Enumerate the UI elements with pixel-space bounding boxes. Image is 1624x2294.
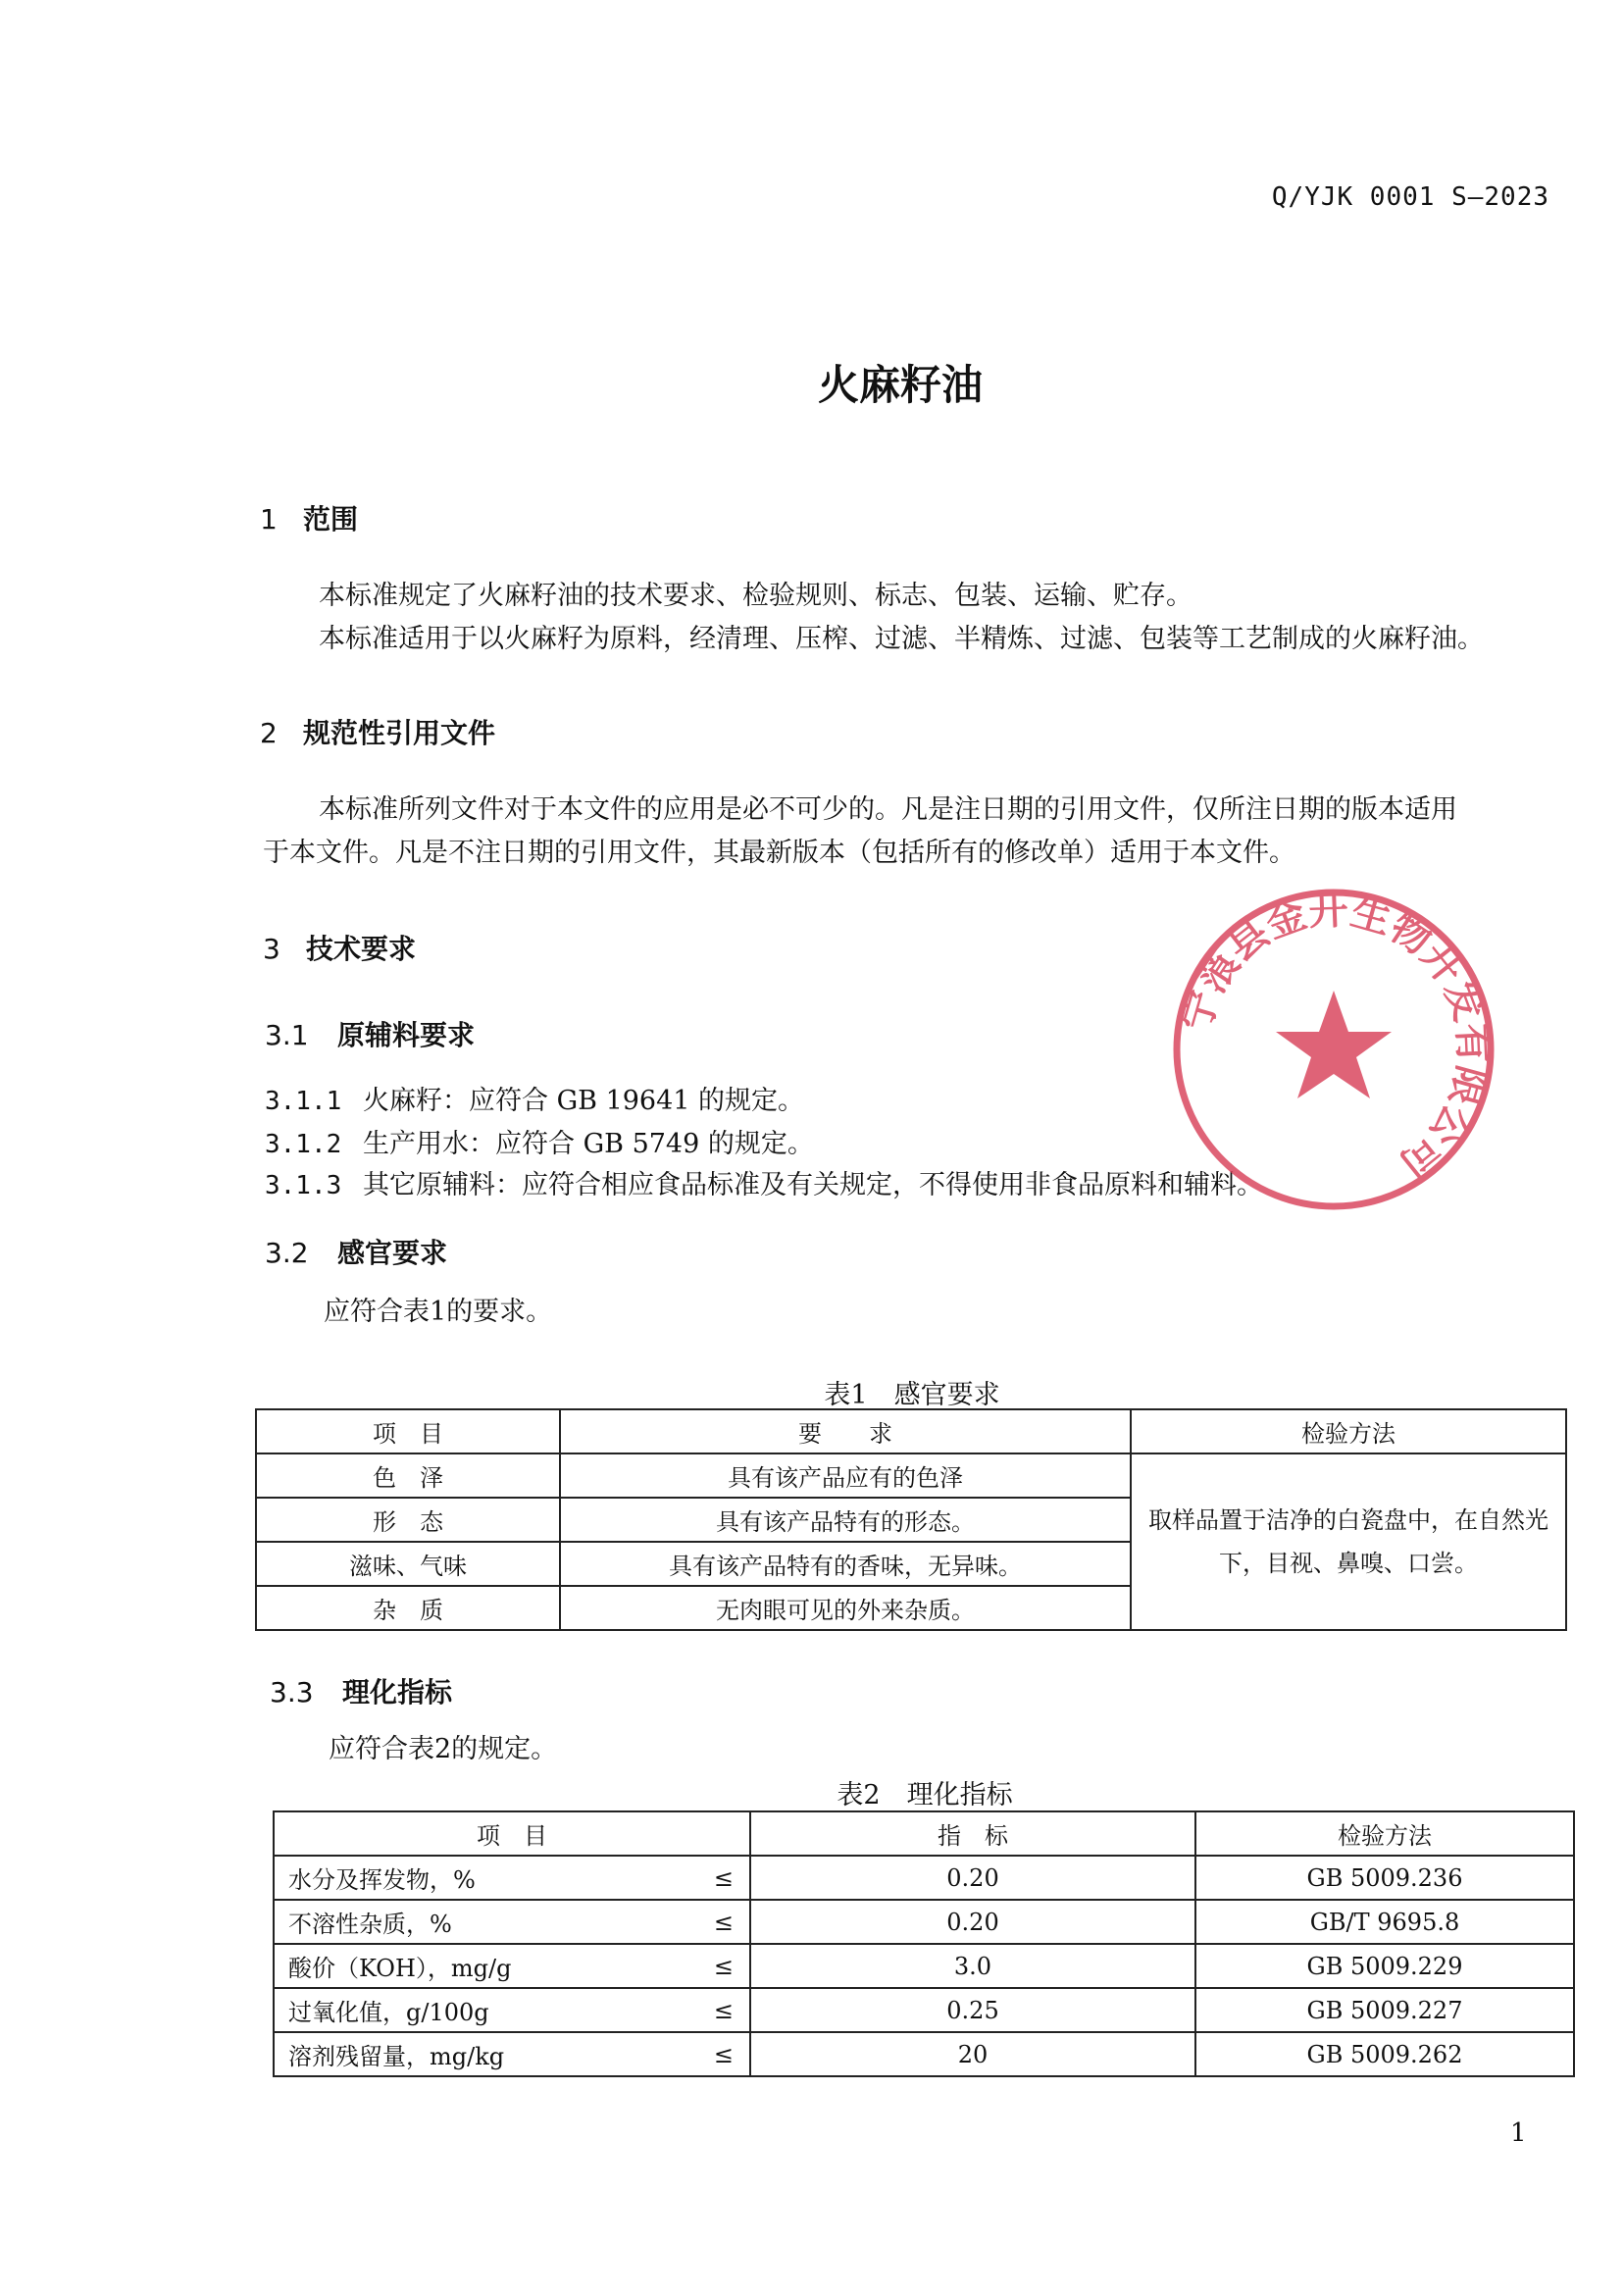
comparison-symbol: ≤ [685,1944,750,1988]
section-3-2-heading [265,1232,447,1271]
row-method: GB/T 9695.8 [1195,1900,1574,1944]
comparison-symbol: ≤ [685,1900,750,1944]
row-item: 酸价（KOH），mg/g [274,1944,685,1988]
clause-text: 其它原辅料：应符合相应食品标准及有关规定，不得使用非食品原料和辅料。 [363,1170,1263,1200]
table-row [274,1856,1574,1900]
section-3-3-paragraph: 应符合表2的规定。 [329,1734,558,1764]
table-row [274,1944,1574,1988]
table-row [256,1453,1566,1498]
row-method: GB 5009.227 [1195,1988,1574,2032]
row-value: 20 [750,2032,1195,2076]
clause-number: 3.1.2 [265,1130,342,1159]
section-2-paragraph-line-1: 本标准所列文件对于本文件的应用是必不可少的。凡是注日期的引用文件，仅所注日期的版本适用 [319,794,1457,825]
table-header-row [256,1409,1566,1453]
row-item: 色 泽 [256,1453,560,1498]
section-title: 理化指标 [342,1676,453,1708]
row-value: 3.0 [750,1944,1195,1988]
comparison-symbol: ≤ [685,1988,750,2032]
section-3-heading [263,928,416,967]
document-title: 火麻籽油 [817,361,983,409]
row-requirement: 具有该产品特有的形态。 [560,1498,1131,1542]
section-3-3-heading [270,1671,452,1710]
section-number: 3.3 [270,1676,314,1708]
document-number: Q/YJK 0001 S—2023 [1271,182,1549,212]
sensory-requirements-table [255,1408,1567,1631]
table-1-caption: 表1 感官要求 [824,1380,1000,1410]
section-1-paragraph-2: 本标准适用于以火麻籽为原料，经清理、压榨、过滤、半精炼、过滤、包装等工艺制成的火麻籽油。 [319,624,1484,654]
company-seal-stamp [1167,883,1500,1216]
section-title: 原辅料要求 [337,1019,476,1051]
section-1-heading [260,498,358,537]
row-item: 形 态 [256,1498,560,1542]
section-title: 范围 [303,503,359,535]
section-3-1-heading [265,1014,475,1053]
section-number: 3 [263,933,280,965]
row-item: 水分及挥发物，% [274,1856,685,1900]
row-value: 0.25 [750,1988,1195,2032]
header-method: 检验方法 [1131,1409,1566,1453]
clause-3-1-2 [265,1122,814,1160]
table-row [274,1988,1574,2032]
row-item: 溶剂残留量，mg/kg [274,2032,685,2076]
row-requirement: 具有该产品特有的香味，无异味。 [560,1542,1131,1586]
physicochemical-indicators-table [273,1810,1575,2077]
section-title: 规范性引用文件 [303,717,496,749]
row-requirement: 具有该产品应有的色泽 [560,1453,1131,1498]
header-indicator: 指 标 [750,1811,1195,1856]
section-number: 1 [260,503,278,535]
header-item: 项 目 [274,1811,750,1856]
table-2-caption: 表2 理化指标 [837,1780,1013,1810]
comparison-symbol: ≤ [685,2032,750,2076]
page-number: 1 [1510,2118,1527,2148]
section-number: 3.1 [265,1019,309,1051]
row-value: 0.20 [750,1856,1195,1900]
seal-company-name: 宁蒗县金开生物开发有限公司 [1173,888,1496,1188]
row-method: GB 5009.236 [1195,1856,1574,1900]
row-item: 杂 质 [256,1586,560,1630]
table-row [274,1900,1574,1944]
clause-text: 火麻籽：应符合 GB 19641 的规定。 [363,1086,805,1116]
clause-text: 生产用水：应符合 GB 5749 的规定。 [363,1129,814,1159]
comparison-symbol: ≤ [685,1856,750,1900]
section-2-paragraph-line-2: 于本文件。凡是不注日期的引用文件，其最新版本（包括所有的修改单）适用于本文件。 [263,838,1295,868]
row-item: 滋味、气味 [256,1542,560,1586]
row-requirement: 无肉眼可见的外来杂质。 [560,1586,1131,1630]
header-requirement: 要 求 [560,1409,1131,1453]
section-3-2-paragraph: 应符合表1的要求。 [324,1297,553,1327]
clause-3-1-1 [265,1079,804,1117]
section-number: 2 [260,717,278,749]
row-method: GB 5009.229 [1195,1944,1574,1988]
row-item: 过氧化值，g/100g [274,1988,685,2032]
section-title: 技术要求 [306,933,417,965]
section-2-heading [260,712,495,751]
clause-number: 3.1.3 [265,1171,342,1200]
header-item: 项 目 [256,1409,560,1453]
section-1-paragraph-1: 本标准规定了火麻籽油的技术要求、检验规则、标志、包装、运输、贮存。 [319,581,1193,611]
row-value: 0.20 [750,1900,1195,1944]
row-method: GB 5009.262 [1195,2032,1574,2076]
section-number: 3.2 [265,1237,309,1269]
header-method: 检验方法 [1195,1811,1574,1856]
inspection-method: 取样品置于洁净的白瓷盘中，在自然光下，目视、鼻嗅、口尝。 [1131,1453,1566,1630]
table-row [274,2032,1574,2076]
table-header-row [274,1811,1574,1856]
row-item: 不溶性杂质，% [274,1900,685,1944]
clause-3-1-3 [265,1163,1263,1201]
section-title: 感官要求 [337,1237,448,1269]
clause-number: 3.1.1 [265,1087,342,1116]
seal-star-icon [1276,991,1392,1098]
